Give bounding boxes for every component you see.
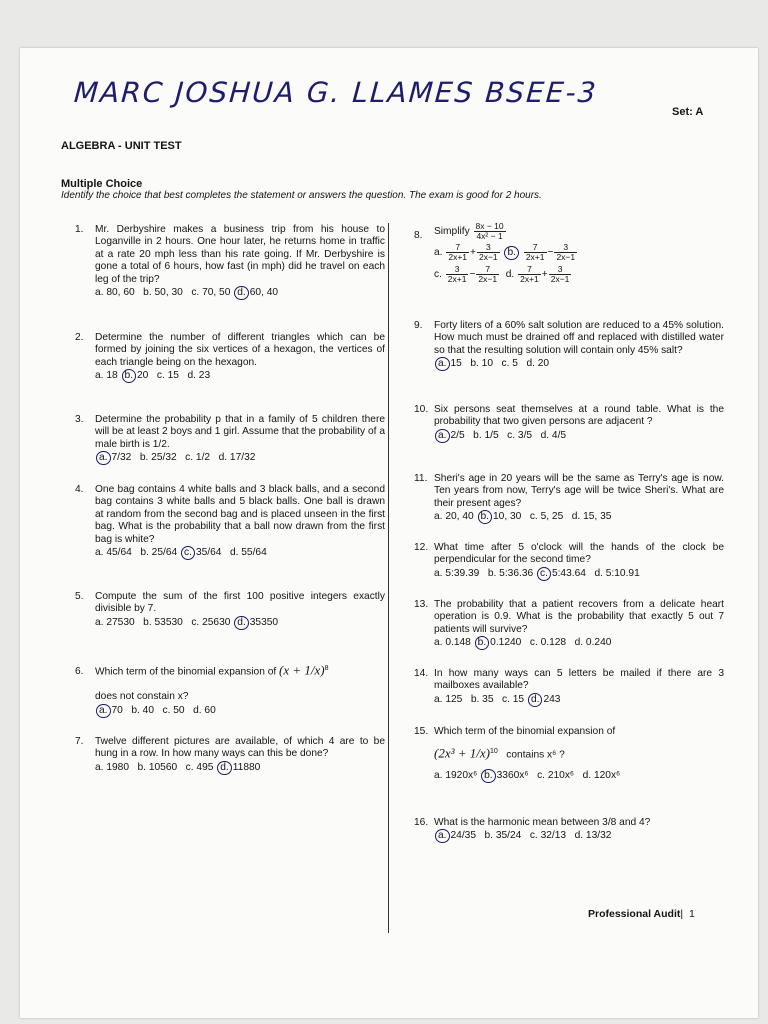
choice-d[interactable]: d. <box>505 269 515 281</box>
question-stem: In how many ways can 5 letters be mailed if there are 3 mailboxes available? <box>434 668 724 692</box>
choices <box>434 694 724 706</box>
question-stem: Forty liters of a 60% salt solution are reduced to a 45% solution. How much must be drained off and replaced with distilled water so that the resulting solution will contain only 45% salt? <box>434 320 724 356</box>
question-stem: Twelve different pictures are available, of which 4 are to be hung in a row. In how many ways can this be done? <box>95 736 385 760</box>
set-label: Set: A <box>672 106 704 118</box>
circled-answer[interactable]: b. <box>475 636 490 650</box>
choice-a[interactable]: a. 45/64 <box>95 547 132 559</box>
choice-a[interactable]: a. 5:39.39 <box>434 567 480 579</box>
circled-answer[interactable]: c. <box>537 567 551 581</box>
choice-c[interactable]: c. 15 <box>502 693 525 705</box>
question-stem: Sheri's age in 20 years will be the same as Terry's age is now. Ten years from now, Terry's age will be twice Sheri's. What are their present ages? <box>434 473 724 509</box>
choice-a[interactable]: a. <box>434 247 443 259</box>
choice-b-value: 3360x⁶ <box>496 770 529 782</box>
choices <box>95 547 385 559</box>
choice-c[interactable]: c. 32/13 <box>529 830 567 842</box>
choice-c[interactable]: c. 25630 <box>191 616 231 628</box>
choice-a[interactable]: a. 20, 40 <box>434 511 474 523</box>
choice-c-value: 5:43.64 <box>551 567 586 579</box>
choice-a[interactable]: a. 80, 60 <box>95 287 135 299</box>
question-stem: What is the harmonic mean between 3/8 and 4? <box>434 817 651 828</box>
circled-answer[interactable]: d. <box>217 761 232 775</box>
choice-c[interactable]: c. <box>434 269 442 281</box>
binomial-expression: (x + 1/x) <box>279 662 325 678</box>
choice-a[interactable]: a. 1920x⁶ <box>434 770 478 782</box>
choice-b[interactable]: b. 50, 30 <box>143 287 183 299</box>
question-stem: Mr. Derbyshire makes a business trip from his house to Loganville in 2 hours. One hour later, he returns home in traffic at a rate 20 mph less than his rate going. If Mr. Derbyshire is gone a total of 6 hours, how fast (in mph) did he travel on each leg of the trip? <box>95 224 385 285</box>
choice-b-value: 20 <box>137 370 149 382</box>
circled-answer[interactable]: a. <box>435 829 450 843</box>
exam-sheet <box>20 48 758 1018</box>
choice-a[interactable]: a. 1980 <box>95 761 129 773</box>
choice-d[interactable]: d. 17/32 <box>218 452 256 464</box>
page-footer <box>588 908 695 920</box>
section-heading: Multiple Choice <box>61 178 143 190</box>
choices <box>434 637 724 649</box>
stem-continued: does not constain x? <box>95 691 189 703</box>
choices <box>95 705 385 717</box>
question-number: 8. <box>414 230 423 241</box>
stem-text: Which term of the binomial expansion of <box>95 666 277 678</box>
choices-row-2: c. $\frac{3}{2x+1}$ − $\frac{7}{2x-1}$ d. $\frac{7}{2x+1}$ + $\frac{3}{2x-1}$ <box>434 264 570 284</box>
circled-answer[interactable]: d. <box>528 693 543 707</box>
choices <box>434 568 724 580</box>
choice-c[interactable]: c. 15 <box>156 370 179 382</box>
binomial-expression: (2x³ + 1/x) <box>434 745 490 761</box>
choice-b[interactable]: b. 35 <box>470 693 494 705</box>
choices <box>95 287 385 299</box>
circled-answer[interactable]: a. <box>96 451 111 465</box>
exponent: 10 <box>489 748 498 756</box>
question-8 <box>414 221 724 284</box>
student-name-handwritten: MARC JOSHUA G. LLAMES BSEE-3 <box>72 76 599 109</box>
choice-c[interactable]: c. 210x⁶ <box>537 770 575 782</box>
circled-answer[interactable]: a. <box>435 357 450 371</box>
choice-a[interactable]: a. 125 <box>434 693 463 705</box>
choice-d-value: 11880 <box>232 761 261 773</box>
question-13 <box>414 599 724 650</box>
choice-d-value: 35350 <box>249 616 279 628</box>
question-number: 16. <box>414 817 429 828</box>
choice-c[interactable]: c. 50 <box>162 704 185 716</box>
circled-answer[interactable]: d. <box>234 286 249 300</box>
choice-c[interactable]: c. 0.128 <box>529 637 567 649</box>
choice-b[interactable]: b. 35/24 <box>484 830 522 842</box>
stem-continued: contains x⁶ ? <box>506 749 565 761</box>
question-number: 2. <box>75 332 84 343</box>
question-16 <box>414 817 724 843</box>
choice-c[interactable]: c. 5, 25 <box>529 511 564 523</box>
choices <box>434 430 724 442</box>
question-stem: One bag contains 4 white balls and 3 black balls, and a second bag contains 3 white balls and 5 black balls. One ball is drawn at random from the second bag and is placed unseen in the first bag. What is the probability that a ball now drawn from the first bag is white? <box>95 484 385 545</box>
footer-separator: | <box>680 908 684 920</box>
circled-answer[interactable]: a. <box>435 429 450 443</box>
choice-c[interactable]: c. 70, 50 <box>191 287 231 299</box>
choice-a[interactable]: a. 18 <box>95 370 118 382</box>
circled-answer[interactable]: d. <box>234 616 249 630</box>
choice-a-value: 70 <box>111 704 123 716</box>
question-number: 7. <box>75 736 84 747</box>
choice-c[interactable]: c. 1/2 <box>185 452 211 464</box>
choice-d[interactable]: d. 5:10.91 <box>594 567 640 579</box>
question-stem <box>434 222 724 241</box>
choices <box>434 830 724 842</box>
choice-a-value: 24/35 <box>450 830 476 842</box>
choice-b[interactable]: b. 53530 <box>143 616 183 628</box>
choice-a[interactable]: a. 27530 <box>95 616 135 628</box>
question-2 <box>75 332 385 383</box>
question-number: 13. <box>414 599 429 610</box>
question-stem: The probability that a patient recovers from a delicate heart operation is 0.9. What is the probability that exactly 5 out 7 patients will survive? <box>434 599 724 635</box>
exam-title: ALGEBRA - UNIT TEST <box>61 140 182 152</box>
choice-d-value: 60, 40 <box>249 287 279 299</box>
stem-text: Simplify <box>434 226 470 238</box>
choices <box>434 511 724 523</box>
question-stem: Determine the number of different triangles which can be formed by joining the six vertices of a hexagon, the vertices of each triangle being on the hexagon. <box>95 332 385 368</box>
circled-answer[interactable]: b. <box>122 369 137 383</box>
question-14 <box>414 668 724 706</box>
choice-d[interactable]: d. 120x⁶ <box>582 770 621 782</box>
question-12 <box>414 542 724 580</box>
question-1 <box>75 224 385 299</box>
circled-answer[interactable]: c. <box>181 546 195 560</box>
choice-c-value: 35/64 <box>195 547 222 559</box>
choices <box>95 762 385 774</box>
choices <box>434 358 724 370</box>
question-stem: Which term of the binomial expansion of <box>434 726 616 737</box>
question-number: 3. <box>75 414 84 425</box>
question-6 <box>75 654 385 717</box>
choices <box>434 770 724 782</box>
exponent: 8 <box>324 665 329 672</box>
question-number: 10. <box>414 404 429 415</box>
choice-b[interactable]: b. 5:36.36 <box>487 567 534 579</box>
instructions: Identify the choice that best completes the statement or answers the question. The exam is good for 2 hours. <box>61 190 542 201</box>
choices <box>95 617 385 629</box>
question-4 <box>75 484 385 559</box>
choice-b[interactable]: b. 1/5 <box>473 429 499 441</box>
choice-d-value: 243 <box>543 693 561 705</box>
question-number: 1. <box>75 224 84 235</box>
question-3 <box>75 414 385 465</box>
choice-d[interactable]: d. 60 <box>193 704 216 716</box>
circled-answer[interactable]: b. <box>504 246 519 260</box>
question-number: 9. <box>414 320 423 331</box>
question-number: 12. <box>414 542 429 553</box>
circled-answer[interactable]: a. <box>96 704 111 718</box>
circled-answer[interactable]: b. <box>481 769 496 783</box>
circled-answer[interactable]: b. <box>478 510 493 524</box>
choice-a[interactable]: a. 0.148 <box>434 637 471 649</box>
question-stem <box>95 654 385 687</box>
question-number: 5. <box>75 591 84 602</box>
footer-label: Professional Audit <box>588 908 681 920</box>
choice-b[interactable]: b. 10560 <box>137 761 178 773</box>
question-number: 4. <box>75 484 84 495</box>
question-10 <box>414 404 724 442</box>
choice-d[interactable]: d. 4/5 <box>540 429 567 441</box>
choice-b-value: 0.1240 <box>490 637 522 649</box>
choice-a-value: 2/5 <box>450 429 465 441</box>
choice-d[interactable]: d. 23 <box>187 370 211 382</box>
choices <box>95 452 385 464</box>
binomial-row <box>434 746 724 762</box>
choice-b[interactable]: b. 10 <box>470 358 494 370</box>
choice-b[interactable]: b. 40 <box>131 704 155 716</box>
question-5 <box>75 591 385 629</box>
choice-b[interactable]: b. 25/64 <box>140 547 178 559</box>
question-stem: Determine the probability p that in a family of 5 children there will be at least 2 boys and 1 girl. Assume that the probability of a male birth is 1/2. <box>95 414 385 450</box>
choice-b[interactable]: b. 25/32 <box>139 452 177 464</box>
choices <box>95 370 385 382</box>
question-number: 11. <box>414 473 428 484</box>
choice-a-value: 15 <box>450 358 462 370</box>
choices-row-1: a. $\frac{7}{2x+1}$ + $\frac{3}{2x-1}$ b. $\frac{7}{2x+1}$ − $\frac{3}{2x-1}$ <box>434 242 576 262</box>
question-stem: Six persons seat themselves at a round table. What is the probability that two given persons are adjacent ? <box>434 404 724 428</box>
question-7 <box>75 736 385 774</box>
choice-d[interactable]: d. 55/64 <box>229 547 267 559</box>
page-number: 1 <box>688 908 695 920</box>
question-11 <box>414 473 724 524</box>
choice-c[interactable]: c. 3/5 <box>507 429 533 441</box>
choice-b-value: 10, 30 <box>493 511 522 523</box>
question-stem: Compute the sum of the first 100 positive integers exactly divisible by 7. <box>95 591 385 615</box>
column-divider <box>388 223 389 933</box>
choice-d[interactable]: d. 13/32 <box>574 830 612 842</box>
question-number: 14. <box>414 668 429 679</box>
choice-d[interactable]: d. 15, 35 <box>571 511 612 523</box>
question-15 <box>414 726 724 783</box>
choice-a-value: 7/32 <box>111 452 132 464</box>
choice-d[interactable]: d. 0.240 <box>574 637 612 649</box>
question-stem: What time after 5 o'clock will the hands of the clock be perpendicular for the second time? <box>434 542 724 566</box>
question-number: 15. <box>414 726 429 737</box>
question-number: 6. <box>75 666 84 677</box>
fraction: $\frac{8x - 10}{\text{4x² − 1}}$ <box>475 221 504 241</box>
choice-c[interactable]: c. 495 <box>185 761 214 773</box>
choice-d[interactable]: d. 20 <box>526 358 550 370</box>
question-9 <box>414 320 724 371</box>
choice-c[interactable]: c. 5 <box>501 358 518 370</box>
